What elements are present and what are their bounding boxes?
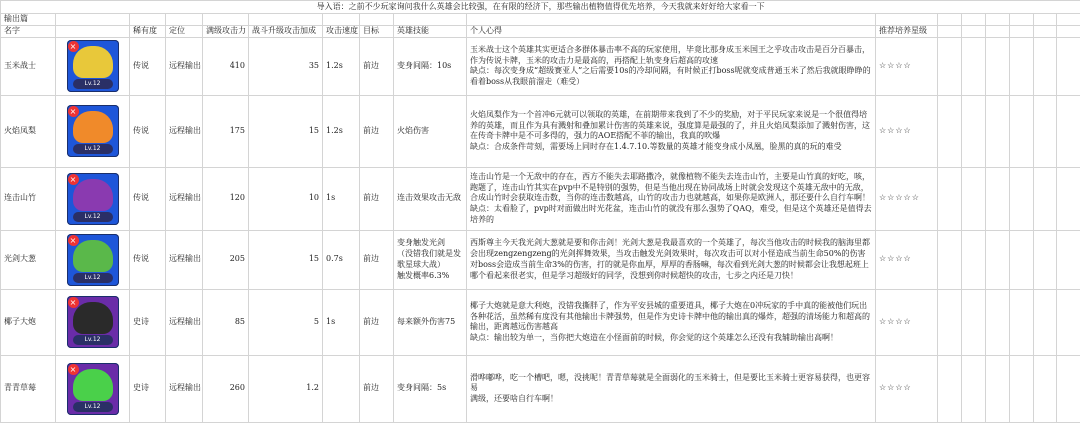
hero-rarity[interactable]: 史诗 bbox=[130, 289, 166, 355]
hero-role[interactable]: 远程输出 bbox=[166, 95, 203, 167]
hero-rarity[interactable]: 传说 bbox=[130, 95, 166, 167]
hero-stars[interactable]: ☆☆☆☆ bbox=[876, 37, 938, 95]
hero-name[interactable]: 青青草莓 bbox=[1, 355, 56, 422]
hero-rarity[interactable]: 传说 bbox=[130, 167, 166, 230]
header-speed[interactable]: 攻击速度 bbox=[323, 26, 360, 38]
hero-attack[interactable]: 260 bbox=[203, 355, 249, 422]
hero-skill[interactable]: 变身触发光剑 （没错我们就是发歌星球大战） 触发概率6.3% bbox=[394, 230, 467, 289]
hero-speed[interactable]: 1s bbox=[323, 167, 360, 230]
hero-stars[interactable]: ☆☆☆☆ bbox=[876, 355, 938, 422]
hero-skill[interactable]: 每来额外伤害75 bbox=[394, 289, 467, 355]
hero-card-cell[interactable] bbox=[56, 355, 130, 422]
intro-text[interactable]: 导入语：之前不少玩家询问我什么英雄会比较强，在有限的经济下，那些输出植物值得优先培养，今天我就来好好给大家看一下 bbox=[1, 1, 1080, 14]
hero-attack[interactable]: 205 bbox=[203, 230, 249, 289]
level-badge: Lv.12 bbox=[73, 273, 113, 283]
table-row bbox=[1, 37, 1080, 95]
hero-rarity[interactable]: 传说 bbox=[130, 230, 166, 289]
hero-bonus[interactable]: 10 bbox=[249, 167, 323, 230]
hero-attack[interactable]: 410 bbox=[203, 37, 249, 95]
hero-card-image bbox=[67, 363, 119, 415]
hero-name[interactable]: 连击山竹 bbox=[1, 167, 56, 230]
hero-rarity[interactable]: 史诗 bbox=[130, 355, 166, 422]
table-row bbox=[1, 95, 1080, 167]
hero-bonus[interactable]: 5 bbox=[249, 289, 323, 355]
hero-stars[interactable]: ☆☆☆☆ bbox=[876, 230, 938, 289]
hero-role[interactable]: 远程输出 bbox=[166, 289, 203, 355]
hero-stars[interactable]: ☆☆☆☆ bbox=[876, 95, 938, 167]
level-badge: Lv.12 bbox=[73, 144, 113, 154]
header-bonus[interactable]: 战斗升级攻击加成 bbox=[249, 26, 323, 38]
hero-name[interactable]: 光剑大葱 bbox=[1, 230, 56, 289]
hero-role[interactable]: 远程输出 bbox=[166, 37, 203, 95]
table-row bbox=[1, 289, 1080, 355]
hero-speed[interactable] bbox=[323, 355, 360, 422]
hero-card-cell[interactable] bbox=[56, 167, 130, 230]
hero-card-cell[interactable] bbox=[56, 230, 130, 289]
hero-portrait-icon bbox=[73, 46, 113, 78]
header-image[interactable] bbox=[56, 26, 130, 38]
hero-target[interactable]: 前边 bbox=[360, 355, 394, 422]
hero-stars[interactable]: ☆☆☆☆☆ bbox=[876, 167, 938, 230]
hero-card-image bbox=[67, 296, 119, 348]
header-attack[interactable]: 满级攻击力 bbox=[203, 26, 249, 38]
hero-speed[interactable]: 1s bbox=[323, 289, 360, 355]
hero-skill[interactable]: 变身间隔：5s bbox=[394, 355, 467, 422]
hero-speed[interactable]: 1.2s bbox=[323, 37, 360, 95]
hero-notes[interactable]: 火焰凤梨作为一个首冲6元就可以领取的英雄，在前期带来我到了不少的奖励，对于平民玩家来说是一个很值得培养的英雄，而且作为具有溅射和叠加累计伤害的英雄来说，强度算是最强的了，并且火焰凤梨添加了溅射伤害，这在传奇卡牌中是不可多得的，强力的AOE搭配不菲的输出，我真的吹爆 缺点：合成条件苛刻，需要场上同时存在1.4.7.10.等数量的英雄才能变身成小凤凰，脸黑的真的玩的难受 bbox=[467, 95, 876, 167]
hero-portrait-icon bbox=[73, 369, 113, 401]
hero-role[interactable]: 远程输出 bbox=[166, 167, 203, 230]
hero-role[interactable]: 远程输出 bbox=[166, 355, 203, 422]
header-target[interactable]: 目标 bbox=[360, 26, 394, 38]
hero-bonus[interactable]: 35 bbox=[249, 37, 323, 95]
hero-notes[interactable]: 西斯尊主今天我光剑大葱就是要和你击剑！光剑大葱是我最喜欢的一个英雄了，每次当他攻击的时候我的脑海里都会出现zengzengzeng的光剑挥舞效果，当攻击触发光剑效果时，每次攻击可以对小怪造成当前生命50%的伤害对boss会造成当前生命3%的伤害，打的就是你血厚，厚厚的香肠嘛，每次看到光剑大葱的时候都会让我想起班上哪个看起来很老实，但是学习超级好的同学，没想到你时候超快的攻击，七步之内还是刀快！ bbox=[467, 230, 876, 289]
header-name[interactable]: 名字 bbox=[1, 26, 56, 38]
hero-card-image bbox=[67, 40, 119, 92]
hero-notes[interactable]: 玉米战士这个英雄其实更适合多群体暴击率不高的玩家使用，毕竟比那身成玉米国王之乎攻击攻击是百分百暴击，作为传说卡牌，玉米的攻击力是最高的，再搭配上轨变身后超高的攻速 缺点：每次变身成“超级赛亚人”之后需要10s的冷却间隔，有时候正打boss呢就变成普通玉米了然后我就眼睁睁的看着boss从我眼前溜走（难受） bbox=[467, 37, 876, 95]
hero-skill[interactable]: 连击效果攻击无敌 bbox=[394, 167, 467, 230]
header-role[interactable]: 定位 bbox=[166, 26, 203, 38]
table-row bbox=[1, 230, 1080, 289]
hero-speed[interactable]: 0.7s bbox=[323, 230, 360, 289]
hero-name[interactable]: 椰子大炮 bbox=[1, 289, 56, 355]
level-badge: Lv.12 bbox=[73, 335, 113, 345]
close-icon: × bbox=[68, 364, 79, 375]
table-row bbox=[1, 355, 1080, 422]
header-rarity[interactable]: 稀有度 bbox=[130, 26, 166, 38]
hero-stars[interactable]: ☆☆☆☆ bbox=[876, 289, 938, 355]
header-skill[interactable]: 英雄技能 bbox=[394, 26, 467, 38]
close-icon: × bbox=[68, 174, 79, 185]
hero-bonus[interactable]: 15 bbox=[249, 230, 323, 289]
hero-card-image bbox=[67, 173, 119, 225]
level-badge: Lv.12 bbox=[73, 402, 113, 412]
hero-rarity[interactable]: 传说 bbox=[130, 37, 166, 95]
hero-attack[interactable]: 120 bbox=[203, 167, 249, 230]
header-stars[interactable]: 推荐培养星级 bbox=[876, 26, 938, 38]
close-icon: × bbox=[68, 297, 79, 308]
hero-target[interactable]: 前边 bbox=[360, 289, 394, 355]
hero-notes[interactable]: 椰子大炮就是意大利炮，没错我撕胖了，作为平安县城的重要道具，椰子大炮在0冲玩家的手中真的能被他们玩出各种花活，虽然稀有度没有其他输出卡牌强势，但是作为史诗卡牌中他的输出真的爆炸，超强的清场能力和超高的输出，距离越远伤害越高 缺点：输出较为单一，当你把大炮造在小怪面前的时候，你会觉的这个英雄怎么还没有我辅助输出高啊！ bbox=[467, 289, 876, 355]
hero-card-image bbox=[67, 105, 119, 157]
hero-skill[interactable]: 火焰伤害 bbox=[394, 95, 467, 167]
hero-portrait-icon bbox=[73, 179, 113, 211]
hero-attack[interactable]: 85 bbox=[203, 289, 249, 355]
hero-speed[interactable]: 1.2s bbox=[323, 95, 360, 167]
close-icon: × bbox=[68, 41, 79, 52]
hero-portrait-icon bbox=[73, 111, 113, 143]
header-notes[interactable]: 个人心得 bbox=[467, 26, 876, 38]
close-icon: × bbox=[68, 106, 79, 117]
close-icon: × bbox=[68, 235, 79, 246]
hero-skill[interactable]: 变身间隔：10s bbox=[394, 37, 467, 95]
hero-bonus[interactable]: 1.2 bbox=[249, 355, 323, 422]
hero-card-cell[interactable] bbox=[56, 95, 130, 167]
level-badge: Lv.12 bbox=[73, 79, 113, 89]
hero-name[interactable]: 火焰凤梨 bbox=[1, 95, 56, 167]
table-row bbox=[1, 167, 1080, 230]
hero-role[interactable]: 远程输出 bbox=[166, 230, 203, 289]
hero-target[interactable]: 前边 bbox=[360, 95, 394, 167]
hero-target[interactable]: 前边 bbox=[360, 167, 394, 230]
hero-target[interactable]: 前边 bbox=[360, 37, 394, 95]
hero-target[interactable]: 前边 bbox=[360, 230, 394, 289]
section-title[interactable]: 输出篇 bbox=[1, 14, 56, 26]
hero-name[interactable]: 玉米战士 bbox=[1, 37, 56, 95]
hero-card-cell[interactable] bbox=[56, 37, 130, 95]
hero-notes[interactable]: 连击山竹是一个无敌中的存在，西方不能失去耶路撒冷，就像植物不能失去连击山竹，主要是山竹真的好吃，咳，跑题了，连击山竹其实在pvp中不是特别的强势，但是当他出现在协同战场上时就会发现这个英雄无敌中的无敌，合成山竹时会获取连击数，当你的连击数越高，山竹的攻击力也就越高，如果你是欧洲人，那还要什么自行车啊！ 缺点：太看脸了，pvp时对面做出时光花盆，连击山竹的就没有那么强势了QAQ，难受，但是这个英雄还是值得去培养的 bbox=[467, 167, 876, 230]
hero-bonus[interactable]: 15 bbox=[249, 95, 323, 167]
hero-portrait-icon bbox=[73, 302, 113, 334]
hero-card-cell[interactable] bbox=[56, 289, 130, 355]
hero-card-image bbox=[67, 234, 119, 286]
level-badge: Lv.12 bbox=[73, 212, 113, 222]
hero-notes[interactable]: 滑哗嘟哗，吃一个槽吧，嗯，没挑呢！青青草莓就是全面弱化的玉米骑士，但是要比玉米骑士更容易获得，也更容易 满级，还要啥自行车啊！ bbox=[467, 355, 876, 422]
hero-portrait-icon bbox=[73, 240, 113, 272]
hero-attack[interactable]: 175 bbox=[203, 95, 249, 167]
